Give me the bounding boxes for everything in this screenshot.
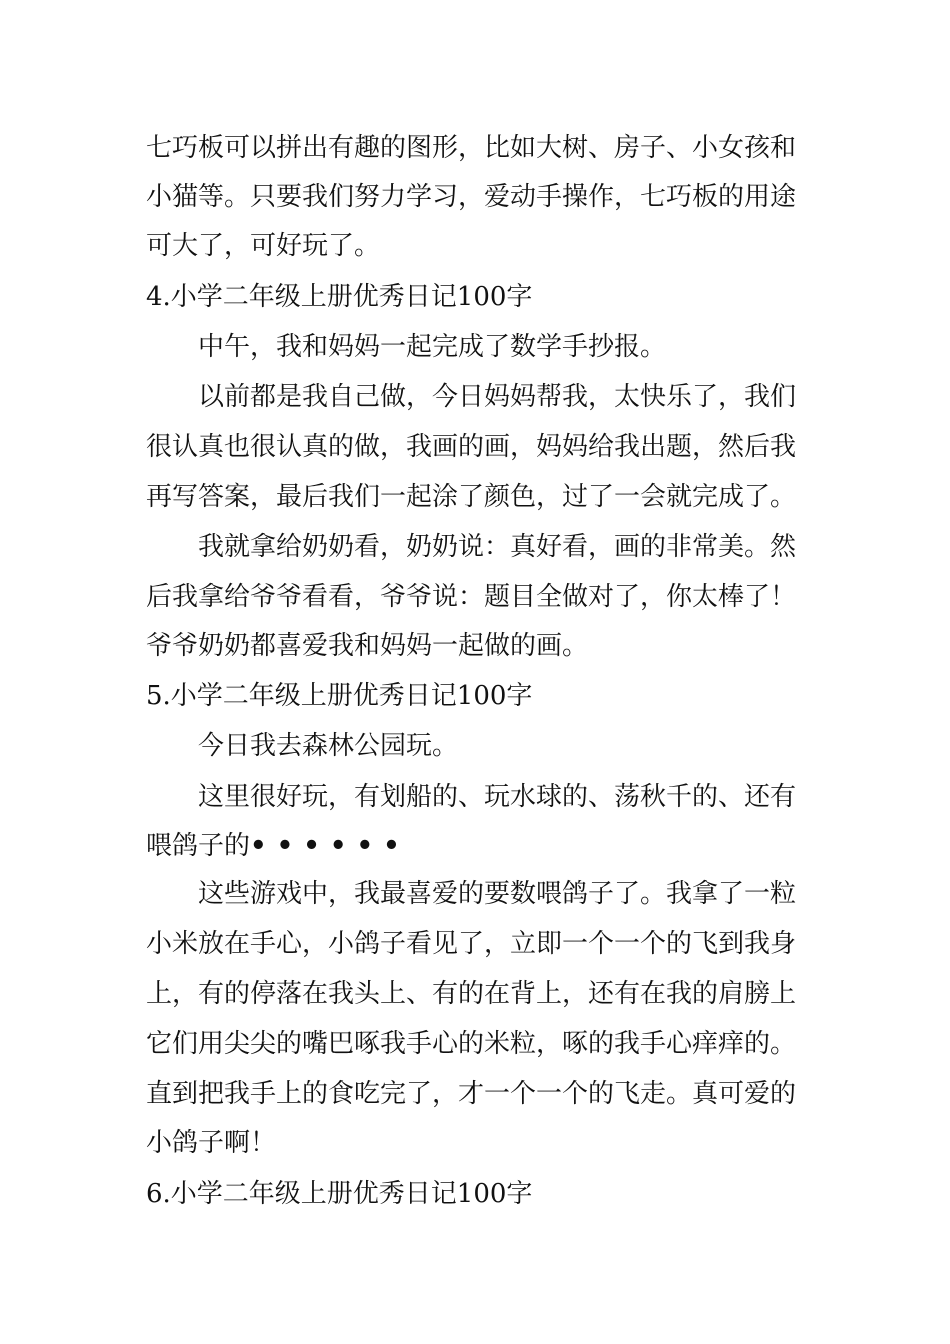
paragraph-line: 上，有的停落在我头上、有的在背上，还有在我的肩膀上 [146,979,797,1009]
paragraph-line: 再写答案，最后我们一起涂了颜色，过了一会就完成了。 [146,482,797,512]
paragraph-line: 小猫等。只要我们努力学习，爱动手操作，七巧板的用途 [146,182,797,212]
paragraph-line: 这些游戏中，我最喜爱的要数喂鸽子了。我拿了一粒 [198,879,797,909]
paragraph-line: 我就拿给奶奶看，奶奶说：真好看，画的非常美。然 [198,532,797,562]
paragraph-text: 喂鸽子的 [146,831,251,861]
paragraph-line: 直到把我手上的食吃完了，才一个一个的飞走。真可爱的 [146,1079,797,1109]
paragraph-line: 七巧板可以拼出有趣的图形，比如大树、房子、小女孩和 [146,133,797,163]
paragraph-line: 中午，我和妈妈一起完成了数学手抄报。 [198,332,667,362]
paragraph-line: 后我拿给爷爷看看，爷爷说：题目全做对了，你太棒了！ [146,582,797,612]
paragraph-line: 以前都是我自己做，今日妈妈帮我，太快乐了，我们 [198,382,797,412]
paragraph-line: 很认真也很认真的做，我画的画，妈妈给我出题，然后我 [146,432,797,462]
paragraph-line: 小鸽子啊！ [146,1128,277,1158]
section-heading-5: 5.小学二年级上册优秀日记100字 [146,681,533,711]
paragraph-line: 可大了，可好玩了。 [146,231,381,261]
paragraph-line [0,822,950,871]
paragraph-line: 今日我去森林公园玩。 [198,731,459,761]
section-heading-4: 4.小学二年级上册优秀日记100字 [146,282,533,312]
ellipsis-dots: •••••• [250,831,410,861]
paragraph-line: 小米放在手心，小鸽子看见了，立即一个一个的飞到我身 [146,929,797,959]
paragraph-line: 爷爷奶奶都喜爱我和妈妈一起做的画。 [146,631,589,661]
section-heading-6: 6.小学二年级上册优秀日记100字 [146,1179,533,1209]
paragraph-line: 它们用尖尖的嘴巴啄我手心的米粒，啄的我手心痒痒的。 [146,1029,797,1059]
paragraph-line: 这里很好玩，有划船的、玩水球的、荡秋千的、还有 [198,782,797,812]
